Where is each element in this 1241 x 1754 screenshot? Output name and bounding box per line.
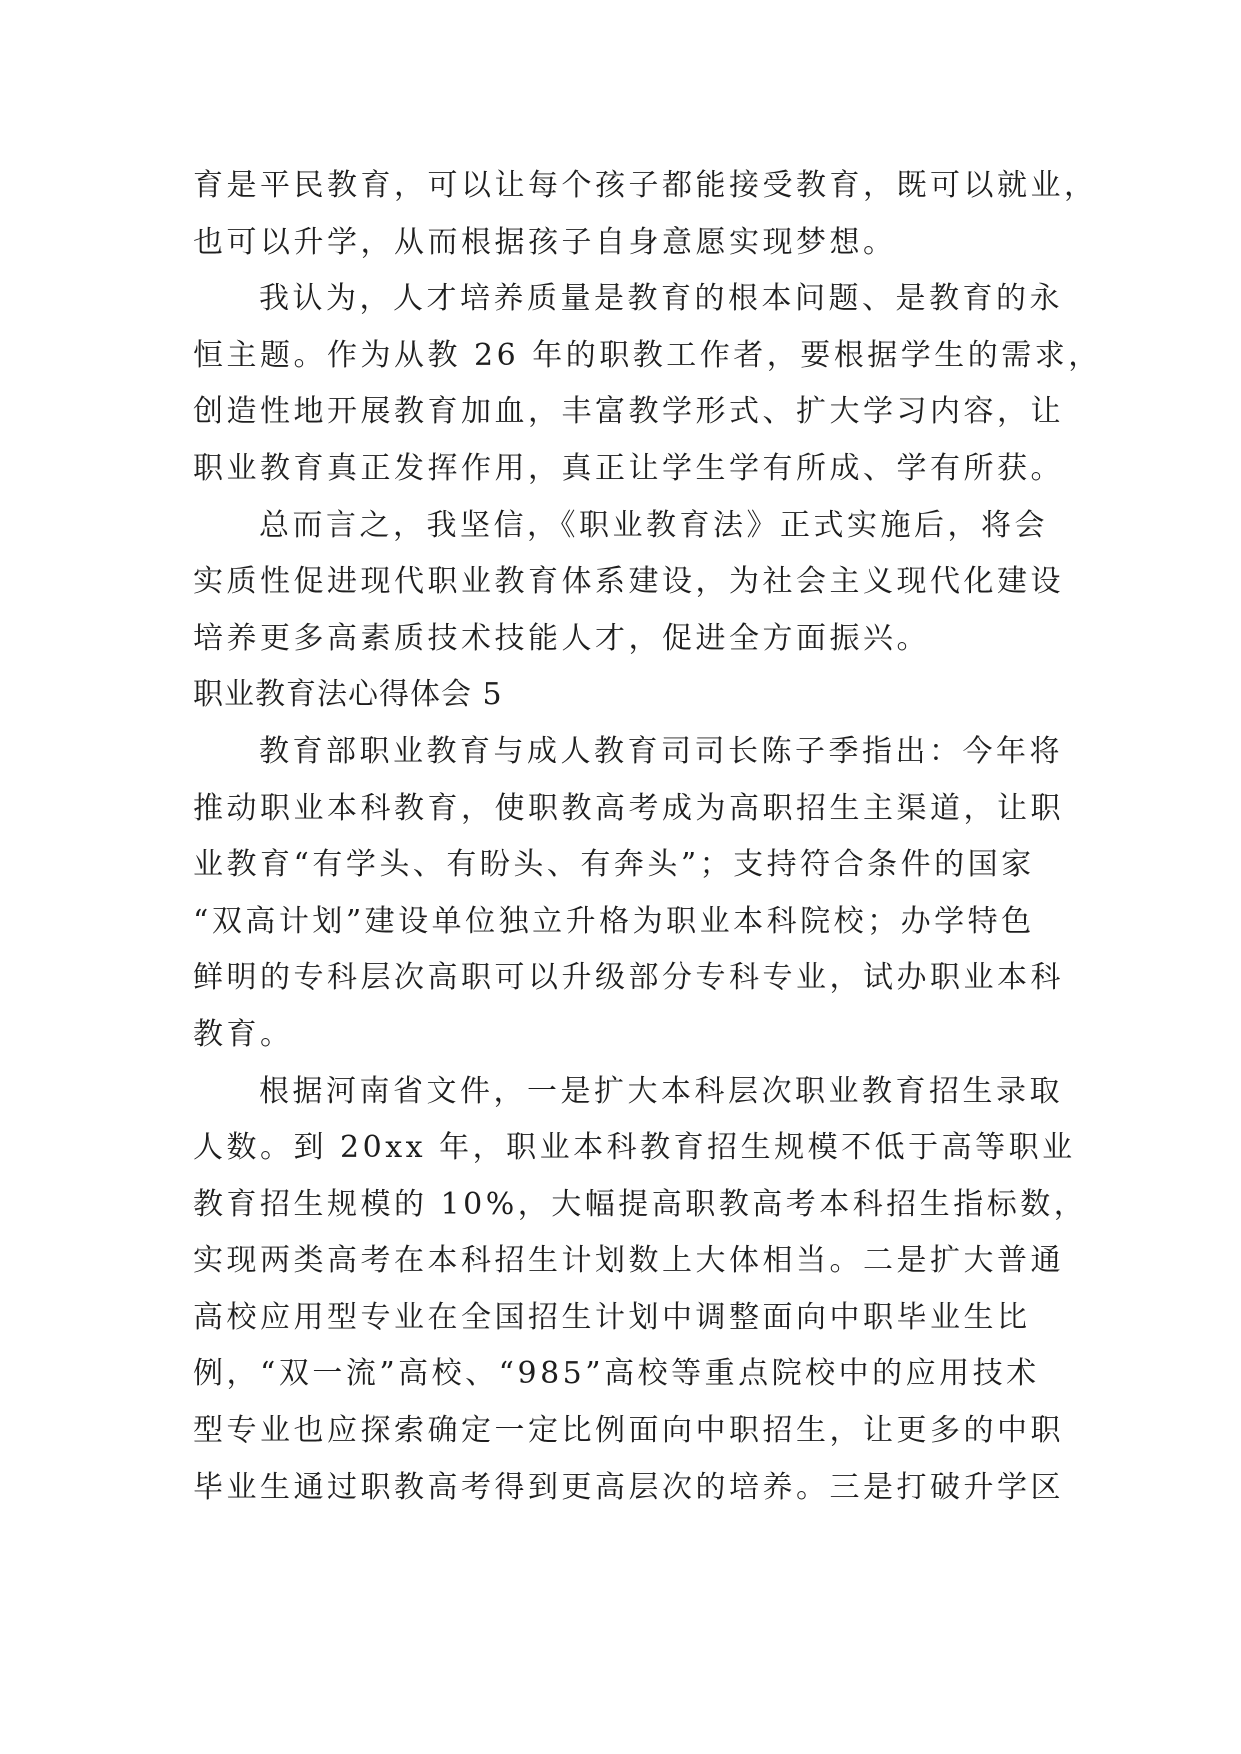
text-line: 创造性地开展教育加血，丰富教学形式、扩大学习内容，让 <box>193 394 1064 430</box>
text-line: 实质性促进现代职业教育体系建设，为社会主义现代化建设 <box>193 564 1064 600</box>
text-line: 教育。 <box>193 1016 294 1052</box>
document-body <box>193 158 1102 1516</box>
text-line: 毕业生通过职教高考得到更高层次的培养。三是打破升学区 <box>193 1469 1064 1505</box>
text-line: 高校应用型专业在全国招生计划中调整面向中职毕业生比 <box>193 1299 1031 1335</box>
text-line: 恒主题。作为从教 26 年的职教工作者，要根据学生的需求， <box>193 337 1102 373</box>
text-line: 推动职业本科教育，使职教高考成为高职招生主渠道，让职 <box>193 790 1064 826</box>
paragraph-start-line: 根据河南省文件，一是扩大本科层次职业教育招生录取 <box>259 1073 1063 1109</box>
text-line: 培养更多高素质技术技能人才，促进全方面振兴。 <box>193 620 930 656</box>
text-line: 也可以升学，从而根据孩子自身意愿实现梦想。 <box>193 224 897 260</box>
text-line: 鲜明的专科层次高职可以升级部分专科专业，试办职业本科 <box>193 960 1064 996</box>
text-line: 业教育“有学头、有盼头、有奔头”；支持符合条件的国家 <box>193 847 1035 883</box>
text-line: 教育招生规模的 10%，大幅提高职教高考本科招生指标数， <box>193 1186 1088 1222</box>
text-line: 职业教育真正发挥作用，真正让学生学有所成、学有所获。 <box>193 450 1064 486</box>
section-heading: 职业教育法心得体会 5 <box>193 677 503 713</box>
text-line: “双高计划”建设单位独立升格为职业本科院校；办学特色 <box>193 903 1035 939</box>
text-line: 人数。到 20xx 年，职业本科教育招生规模不低于高等职业 <box>193 1130 1076 1166</box>
text-line: 型专业也应探索确定一定比例面向中职招生，让更多的中职 <box>193 1413 1064 1449</box>
paragraph-start-line: 我认为，人才培养质量是教育的根本问题、是教育的永 <box>259 281 1063 317</box>
paragraph-start-line: 总而言之，我坚信，《职业教育法》正式实施后，将会 <box>259 507 1048 543</box>
text-line: 实现两类高考在本科招生计划数上大体相当。二是扩大普通 <box>193 1243 1064 1279</box>
text-line: 例，“双一流”高校、“985”高校等重点院校中的应用技术 <box>193 1356 1040 1392</box>
text-line: 育是平民教育，可以让每个孩子都能接受教育，既可以就业， <box>193 168 1098 203</box>
paragraph-start-line: 教育部职业教育与成人教育司司长陈子季指出：今年将 <box>259 733 1063 769</box>
